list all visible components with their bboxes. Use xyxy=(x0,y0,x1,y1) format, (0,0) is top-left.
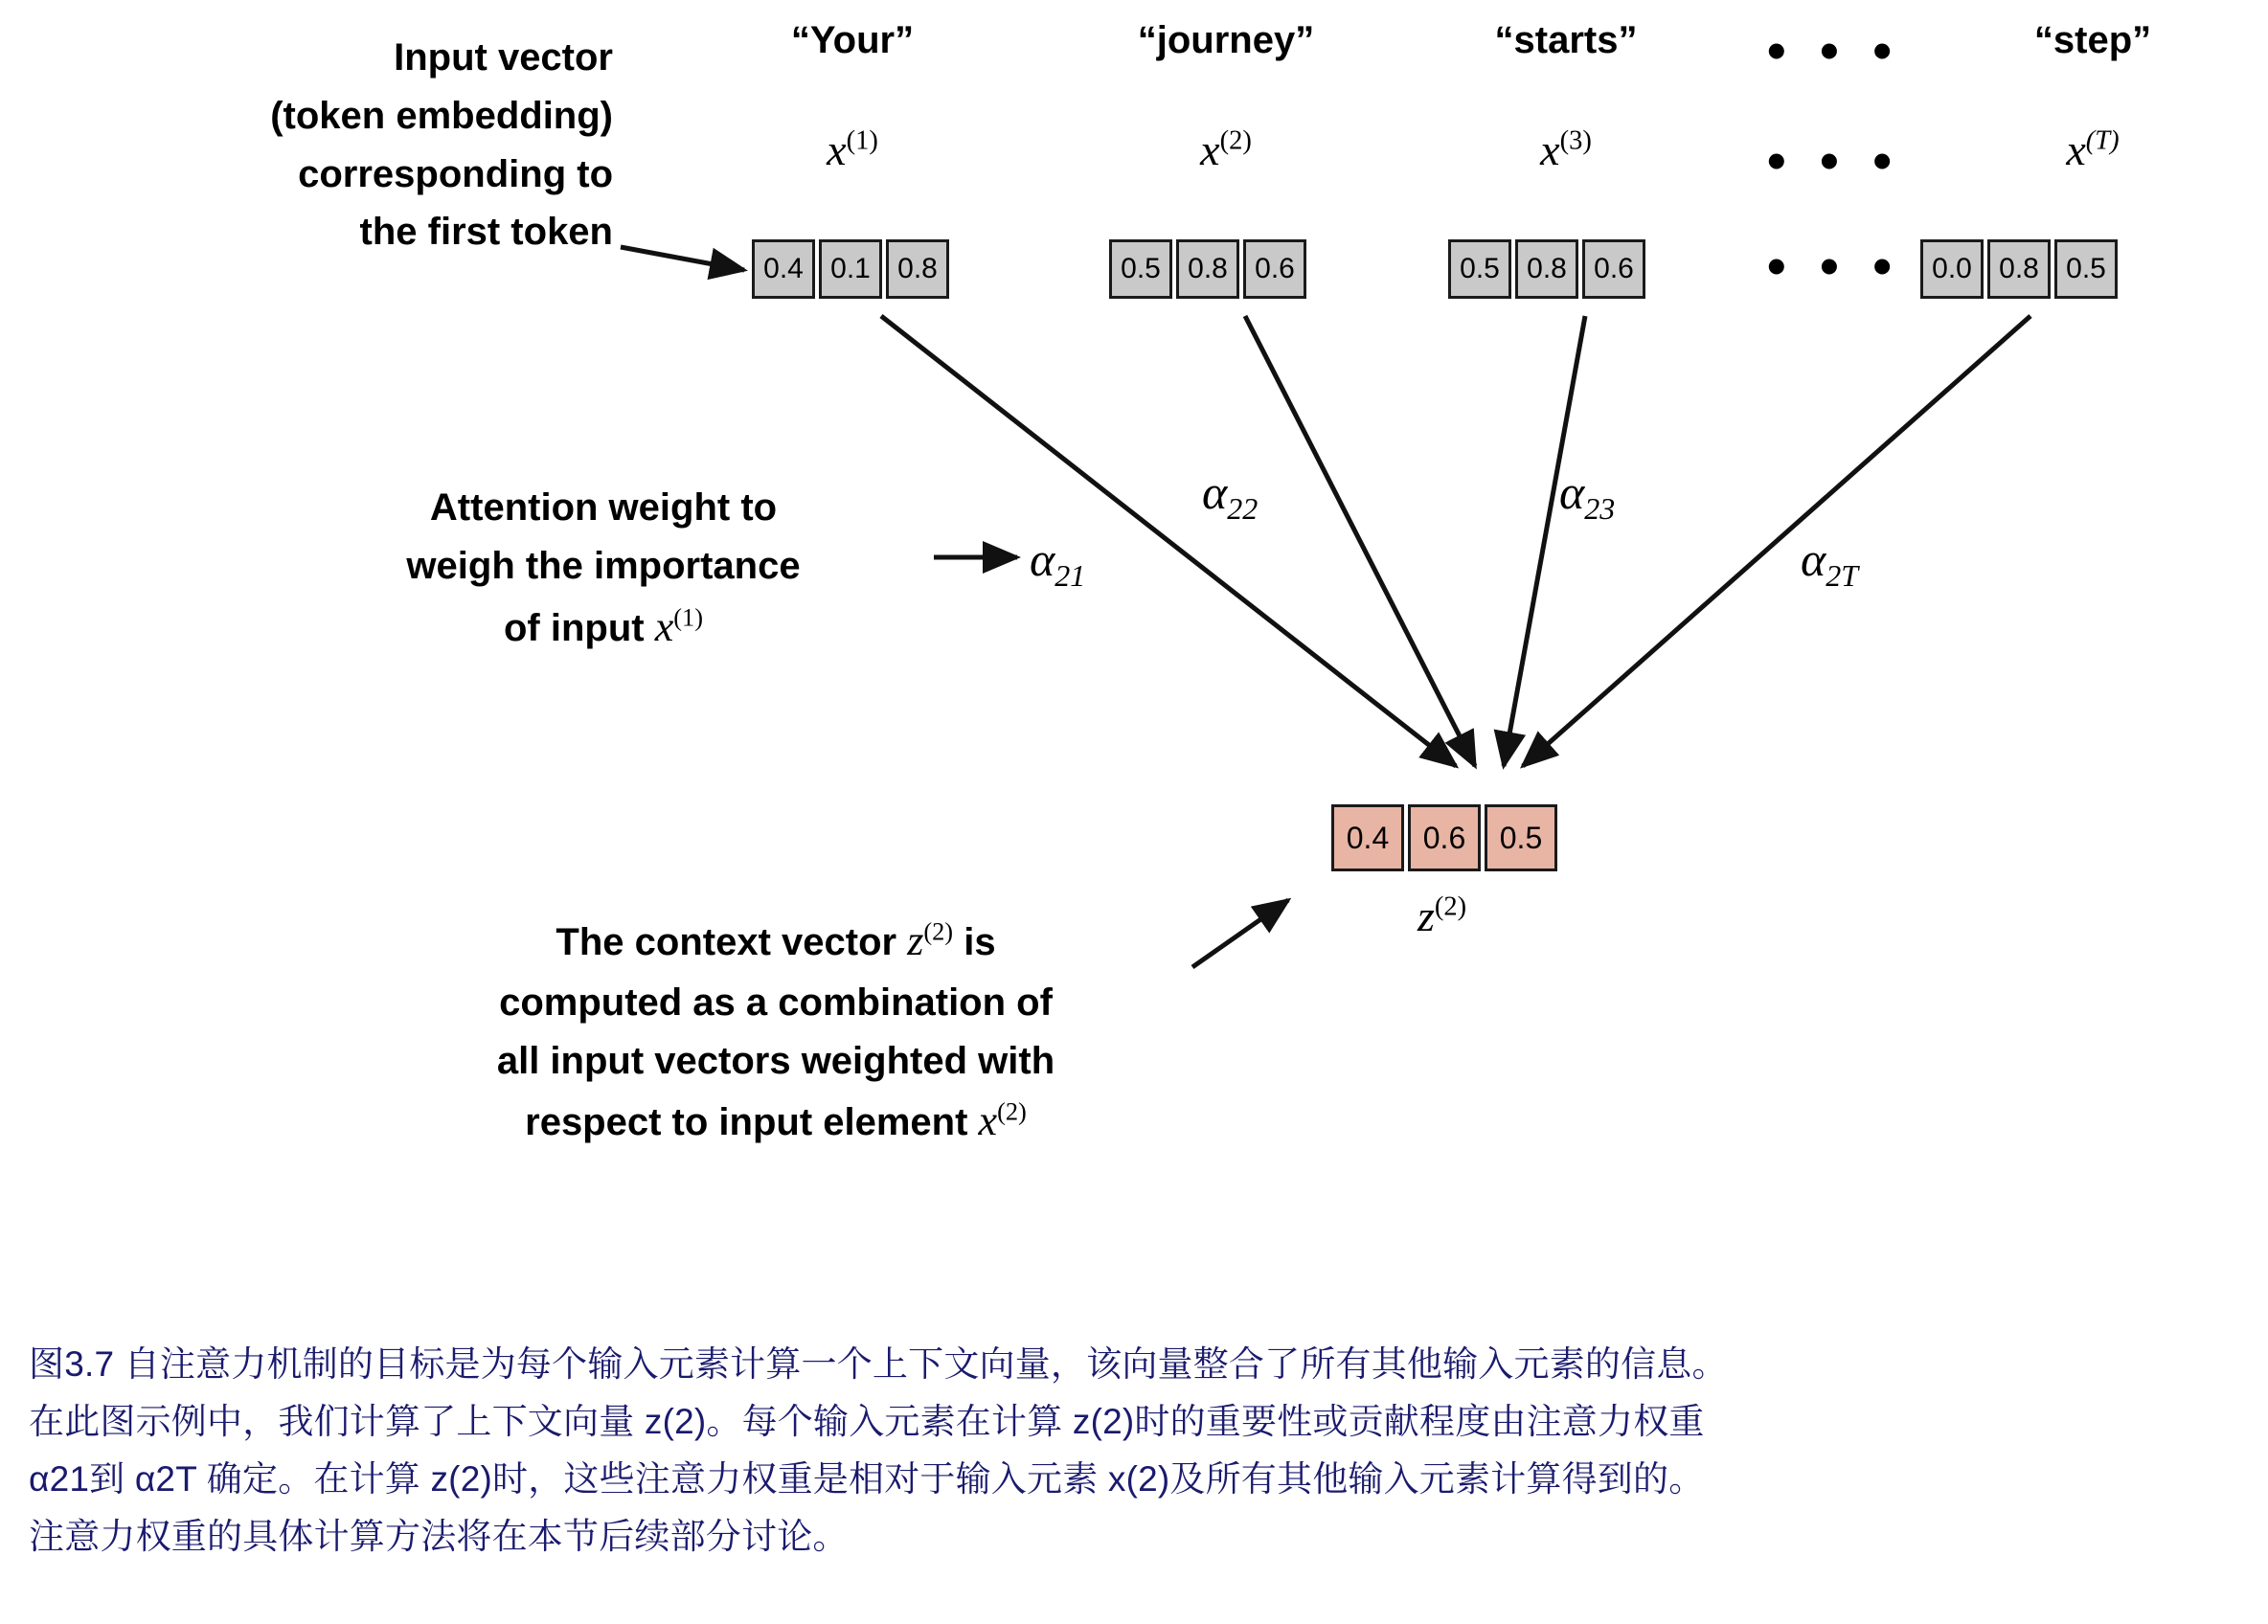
input-vector-3 xyxy=(1448,239,1645,299)
input-vector-2 xyxy=(1109,239,1306,299)
annotation-input-vector-line3: corresponding to xyxy=(298,152,613,195)
annotation-input-vector-line1: Input vector xyxy=(394,36,613,79)
token-word-1: “Your” xyxy=(790,19,915,61)
annotation-attention-weight-line3 xyxy=(297,596,910,660)
token-symbol-sup-1: (1) xyxy=(846,125,878,156)
caption-line-3: α21到 α2T 确定。在计算 z(2)时，这些注意力权重是相对于输入元素 x(2)及所有其他输入元素计算得到的。 xyxy=(29,1458,1705,1499)
ellipsis-vectors: • • • xyxy=(1767,236,1901,296)
context-vector-label: $z^{(2)}$ xyxy=(1418,891,1467,940)
ellipsis-mid: • • • xyxy=(1767,130,1901,191)
token-word-2: “journey” xyxy=(1137,19,1315,61)
edge-xT-to-z2 xyxy=(1523,316,2030,766)
vector-cell: 0.6 xyxy=(1243,239,1306,299)
annotation-input-vector-line4: the first token xyxy=(359,211,613,254)
annotation-attention-weight-line1: Attention weight to xyxy=(429,486,778,529)
annotation-context-vector-line1: The context vector $z^{(2)}$ is xyxy=(556,916,996,964)
caption-line-4: 注意力权重的具体计算方法将在本节后续部分讨论。 xyxy=(29,1516,849,1556)
token-symbol-base-2: x xyxy=(1200,125,1220,174)
context-vector-cell: 0.5 xyxy=(1485,804,1557,871)
ellipsis-top: • • • xyxy=(1767,20,1901,80)
annotation-context-vector-line4: respect to input element $x^{(2)}$ xyxy=(525,1096,1027,1145)
token-symbol-sup-3: (3) xyxy=(1559,125,1592,156)
vector-cell: 0.8 xyxy=(1515,239,1578,299)
token-symbol-sup-2: (2) xyxy=(1219,125,1252,156)
context-vector-cell: 0.6 xyxy=(1408,804,1481,871)
token-word-T: “step” xyxy=(2033,19,2152,61)
arrow-input-vector xyxy=(621,247,744,270)
vector-cell: 0.0 xyxy=(1920,239,1984,299)
caption-line-2: 在此图示例中，我们计算了上下文向量 z(2)。每个输入元素在计算 z(2)时的重要性或贡献程度由注意力权重 xyxy=(29,1401,1705,1441)
vector-cell: 0.8 xyxy=(1987,239,2051,299)
annotation-context-vector xyxy=(364,910,1188,1154)
edge-x3-to-z2 xyxy=(1504,316,1585,766)
annotation-input-vector-line2: (token embedding) xyxy=(270,94,613,137)
annotation-context-vector-line2: computed as a combination of xyxy=(499,981,1053,1024)
alpha-22: $\alpha_{22}$ xyxy=(1202,465,1259,526)
token-symbol-sup-T: (T) xyxy=(2085,125,2120,156)
vector-cell: 0.6 xyxy=(1582,239,1645,299)
annotation-context-vector-math-x: $x^{(2)}$ xyxy=(978,1096,1027,1145)
context-vector xyxy=(1331,804,1557,871)
caption-line-1: 图3.7 自注意力机制的目标是为每个输入元素计算一个上下文向量，该向量整合了所有其他输入元素的信息。 xyxy=(29,1344,1728,1384)
annotation-attention-weight-math: $x^{(1)}$ xyxy=(654,601,704,650)
vector-cell: 0.5 xyxy=(1448,239,1511,299)
edge-x2-to-z2 xyxy=(1245,316,1475,766)
token-symbol-T xyxy=(1983,124,2203,175)
annotation-context-vector-math-z: $z^{(2)}$ xyxy=(907,916,954,964)
vector-cell: 0.1 xyxy=(819,239,882,299)
token-symbol-base-T: x xyxy=(2066,125,2086,174)
arrow-context-vector-note xyxy=(1192,900,1288,967)
token-symbol-3 xyxy=(1446,124,1686,175)
alpha-23: $\alpha_{23}$ xyxy=(1559,465,1616,526)
alpha-21: $\alpha_{21}$ xyxy=(1030,532,1086,593)
token-symbol-base-3: x xyxy=(1540,125,1560,174)
vector-cell: 0.4 xyxy=(752,239,815,299)
alpha-2T: $\alpha_{2T}$ xyxy=(1801,532,1859,593)
edge-x1-to-z2 xyxy=(881,316,1456,766)
figure-caption xyxy=(29,1336,2241,1566)
token-word-3: “starts” xyxy=(1494,19,1638,61)
annotation-attention-weight-line2: weigh the importance xyxy=(406,544,801,587)
token-symbol-base-1: x xyxy=(827,125,847,174)
annotation-attention-weight-line3-prefix: of input xyxy=(503,606,655,649)
annotation-input-vector xyxy=(96,29,613,261)
annotation-attention-weight xyxy=(297,479,910,659)
vector-cell: 0.5 xyxy=(2054,239,2118,299)
input-vector-T xyxy=(1920,239,2118,299)
context-vector-cell: 0.4 xyxy=(1331,804,1404,871)
input-vector-1 xyxy=(752,239,949,299)
vector-cell: 0.8 xyxy=(886,239,949,299)
token-symbol-2 xyxy=(1101,124,1350,175)
vector-cell: 0.8 xyxy=(1176,239,1239,299)
vector-cell: 0.5 xyxy=(1109,239,1172,299)
token-symbol-1 xyxy=(747,124,958,175)
annotation-context-vector-line3: all input vectors weighted with xyxy=(496,1039,1055,1082)
